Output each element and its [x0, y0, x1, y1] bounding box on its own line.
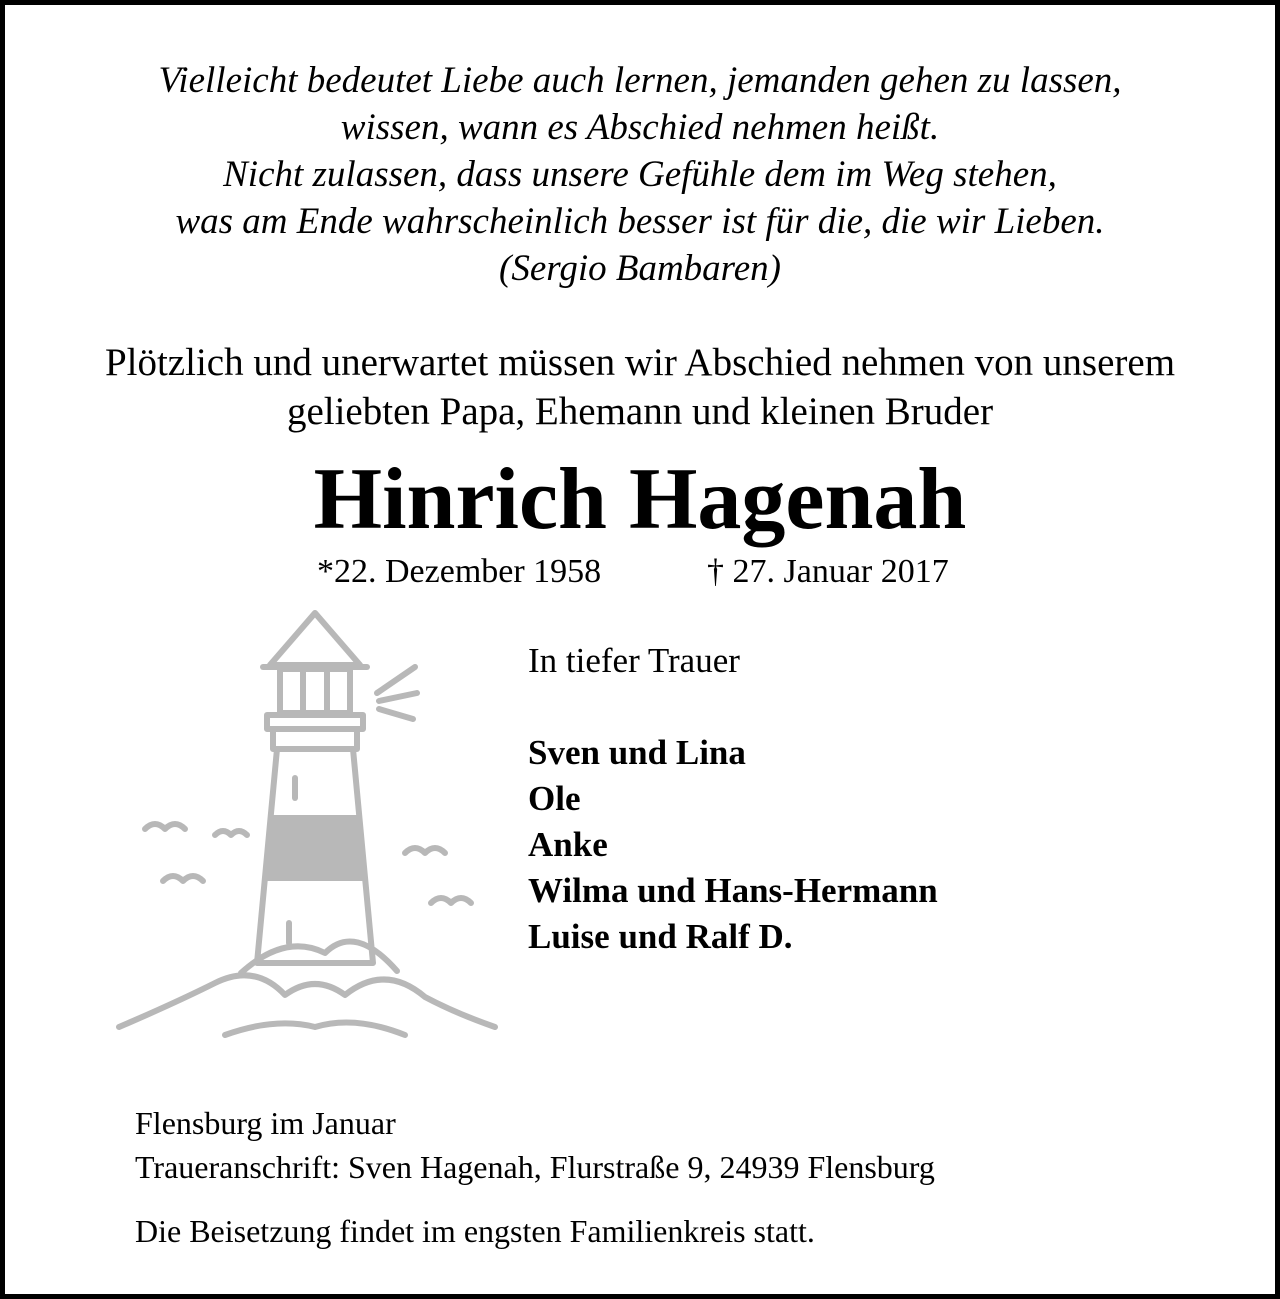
mourner-name: Ole [528, 779, 581, 818]
mourner-name: Sven und Lina [528, 733, 746, 772]
quote-author: (Sergio Bambaren) [499, 248, 781, 289]
mourners-list [528, 730, 938, 960]
mourning-heading: In tiefer Trauer [528, 641, 740, 680]
mourner-name: Luise und Ralf D. [528, 917, 793, 956]
quote-line: was am Ende wahrscheinlich besser ist für die, die wir Lieben. [175, 201, 1105, 242]
deceased-name: Hinrich Hagenah [313, 451, 967, 548]
mourner-name: Anke [528, 825, 608, 864]
announcement-line: Plötzlich und unerwartet müssen wir Abschied nehmen von unserem [104, 341, 1176, 384]
announcement-line: geliebten Papa, Ehemann und kleinen Bruder [286, 390, 994, 433]
lighthouse-icon [105, 603, 505, 1043]
birth-date: *22. Dezember 1958 [317, 553, 602, 590]
place-and-date: Flensburg im Januar [135, 1105, 396, 1141]
mourner-name: Wilma und Hans-Hermann [528, 871, 938, 910]
quote-line: Nicht zulassen, dass unsere Gefühle dem im Weg stehen, [223, 154, 1057, 195]
announcement-text [5, 338, 1275, 436]
quote-line: wissen, wann es Abschied nehmen heißt. [340, 107, 940, 148]
death-date: † 27. Januar 2017 [707, 553, 949, 590]
mourning-address: Traueranschrift: Sven Hagenah, Flurstraße 9, 24939 Flensburg [135, 1149, 935, 1185]
poem-quote [5, 57, 1275, 292]
quote-line: Vielleicht bedeutet Liebe auch lernen, jemanden gehen zu lassen, [158, 60, 1122, 101]
burial-note: Die Beisetzung findet im engsten Familienkreis statt. [135, 1213, 815, 1249]
